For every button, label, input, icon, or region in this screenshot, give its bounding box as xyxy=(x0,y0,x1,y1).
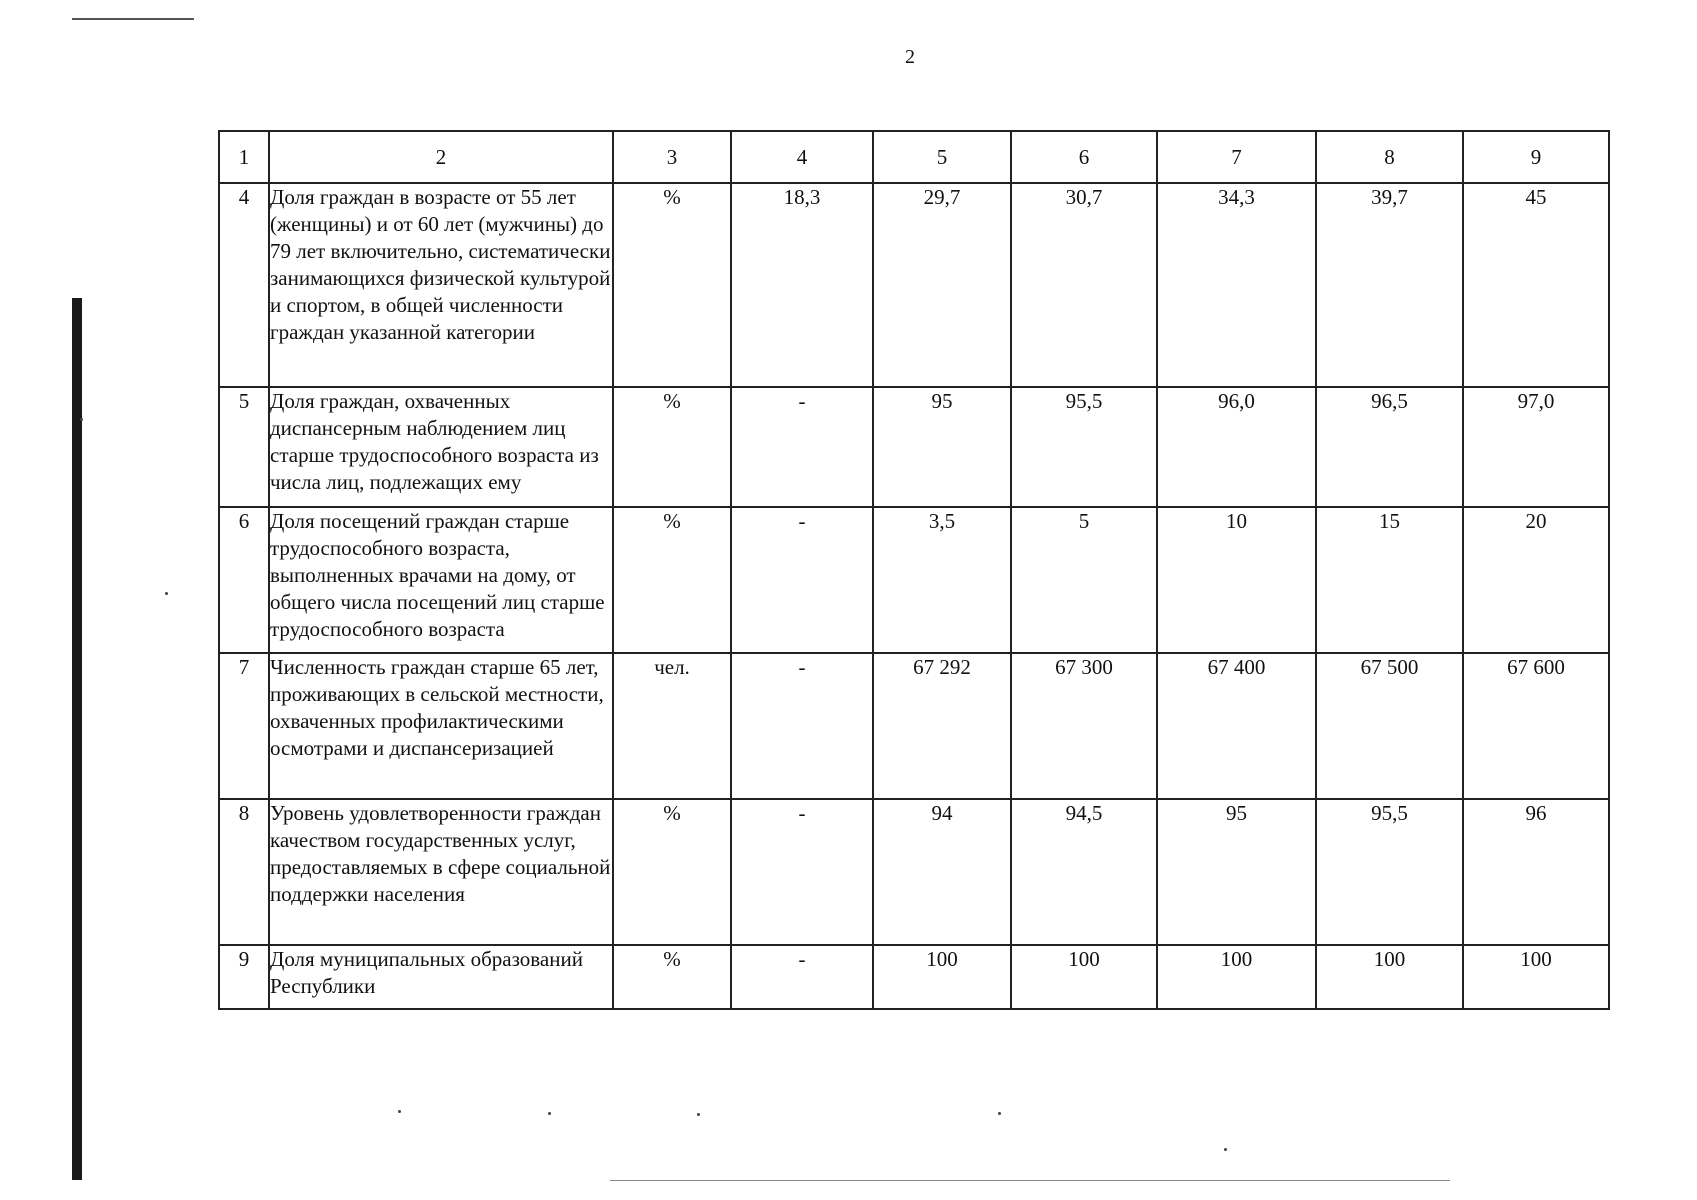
header-cell: 9 xyxy=(1463,131,1609,183)
value-cell: 100 xyxy=(1463,945,1609,1009)
unit-cell: % xyxy=(613,387,731,507)
header-cell: 1 xyxy=(219,131,269,183)
indicator-name: Доля граждан, охваченных диспансерным наблюдением лиц старше трудоспособного возраста из числа лиц, подлежащих ему xyxy=(269,387,613,507)
value-cell: 100 xyxy=(1316,945,1463,1009)
row-number: 5 xyxy=(219,387,269,507)
indicator-name: Уровень удовлетворенности граждан качеством государственных услуг, предоставляемых в сфере социальной поддержки населения xyxy=(269,799,613,945)
header-cell: 5 xyxy=(873,131,1011,183)
scan-speck xyxy=(165,592,168,595)
row-number: 8 xyxy=(219,799,269,945)
unit-cell: % xyxy=(613,945,731,1009)
table-row xyxy=(219,507,1609,653)
value-cell: 95 xyxy=(873,387,1011,507)
value-cell: 97,0 xyxy=(1463,387,1609,507)
scan-margin-bar xyxy=(72,298,82,1180)
value-cell: 34,3 xyxy=(1157,183,1316,387)
value-cell: 100 xyxy=(1011,945,1157,1009)
unit-cell: чел. xyxy=(613,653,731,799)
row-number: 4 xyxy=(219,183,269,387)
value-cell: 18,3 xyxy=(731,183,873,387)
scan-speck xyxy=(80,418,83,421)
value-cell: 100 xyxy=(1157,945,1316,1009)
indicator-name: Доля муниципальных образований Республики xyxy=(269,945,613,1009)
value-cell: 67 500 xyxy=(1316,653,1463,799)
row-number: 9 xyxy=(219,945,269,1009)
row-number: 6 xyxy=(219,507,269,653)
unit-cell: % xyxy=(613,799,731,945)
indicator-name: Численность граждан старше 65 лет, проживающих в сельской местности, охваченных профилактическими осмотрами и диспансеризацией xyxy=(269,653,613,799)
header-cell: 4 xyxy=(731,131,873,183)
value-cell: 20 xyxy=(1463,507,1609,653)
header-cell: 7 xyxy=(1157,131,1316,183)
row-number: 7 xyxy=(219,653,269,799)
value-cell: 45 xyxy=(1463,183,1609,387)
value-cell: - xyxy=(731,653,873,799)
value-cell: 5 xyxy=(1011,507,1157,653)
header-cell: 6 xyxy=(1011,131,1157,183)
header-cell: 2 xyxy=(269,131,613,183)
value-cell: 39,7 xyxy=(1316,183,1463,387)
page-number: 2 xyxy=(905,46,915,68)
header-cell: 8 xyxy=(1316,131,1463,183)
value-cell: 95 xyxy=(1157,799,1316,945)
table-row xyxy=(219,653,1609,799)
unit-cell: % xyxy=(613,183,731,387)
value-cell: 15 xyxy=(1316,507,1463,653)
scan-speck xyxy=(998,1112,1001,1115)
value-cell: 94 xyxy=(873,799,1011,945)
value-cell: - xyxy=(731,507,873,653)
top-rule xyxy=(72,18,194,20)
table-row xyxy=(219,387,1609,507)
table-row xyxy=(219,183,1609,387)
indicator-name: Доля посещений граждан старше трудоспособного возраста, выполненных врачами на дому, от общего числа посещений лиц старше трудоспособного возраста xyxy=(269,507,613,653)
value-cell: 96,0 xyxy=(1157,387,1316,507)
scan-speck xyxy=(548,1112,551,1115)
value-cell: 67 292 xyxy=(873,653,1011,799)
value-cell: 95,5 xyxy=(1011,387,1157,507)
indicator-name: Доля граждан в возрасте от 55 лет (женщины) и от 60 лет (мужчины) до 79 лет включительно, систематически занимающихся физической культурой и спортом, в общей численности граждан указанной категории xyxy=(269,183,613,387)
value-cell: 67 300 xyxy=(1011,653,1157,799)
value-cell: 10 xyxy=(1157,507,1316,653)
unit-cell: % xyxy=(613,507,731,653)
table-row xyxy=(219,945,1609,1009)
value-cell: - xyxy=(731,387,873,507)
value-cell: 30,7 xyxy=(1011,183,1157,387)
value-cell: - xyxy=(731,799,873,945)
value-cell: 94,5 xyxy=(1011,799,1157,945)
table-row xyxy=(219,799,1609,945)
value-cell: 67 400 xyxy=(1157,653,1316,799)
scan-speck xyxy=(1224,1148,1227,1151)
scan-speck xyxy=(697,1113,700,1116)
value-cell: 96,5 xyxy=(1316,387,1463,507)
scan-speck xyxy=(398,1110,401,1113)
indicators-table xyxy=(218,130,1610,1010)
value-cell: 29,7 xyxy=(873,183,1011,387)
value-cell: 67 600 xyxy=(1463,653,1609,799)
bottom-rule xyxy=(610,1180,1450,1181)
value-cell: 100 xyxy=(873,945,1011,1009)
value-cell: - xyxy=(731,945,873,1009)
value-cell: 95,5 xyxy=(1316,799,1463,945)
value-cell: 96 xyxy=(1463,799,1609,945)
value-cell: 3,5 xyxy=(873,507,1011,653)
table-header-row xyxy=(219,131,1609,183)
header-cell: 3 xyxy=(613,131,731,183)
